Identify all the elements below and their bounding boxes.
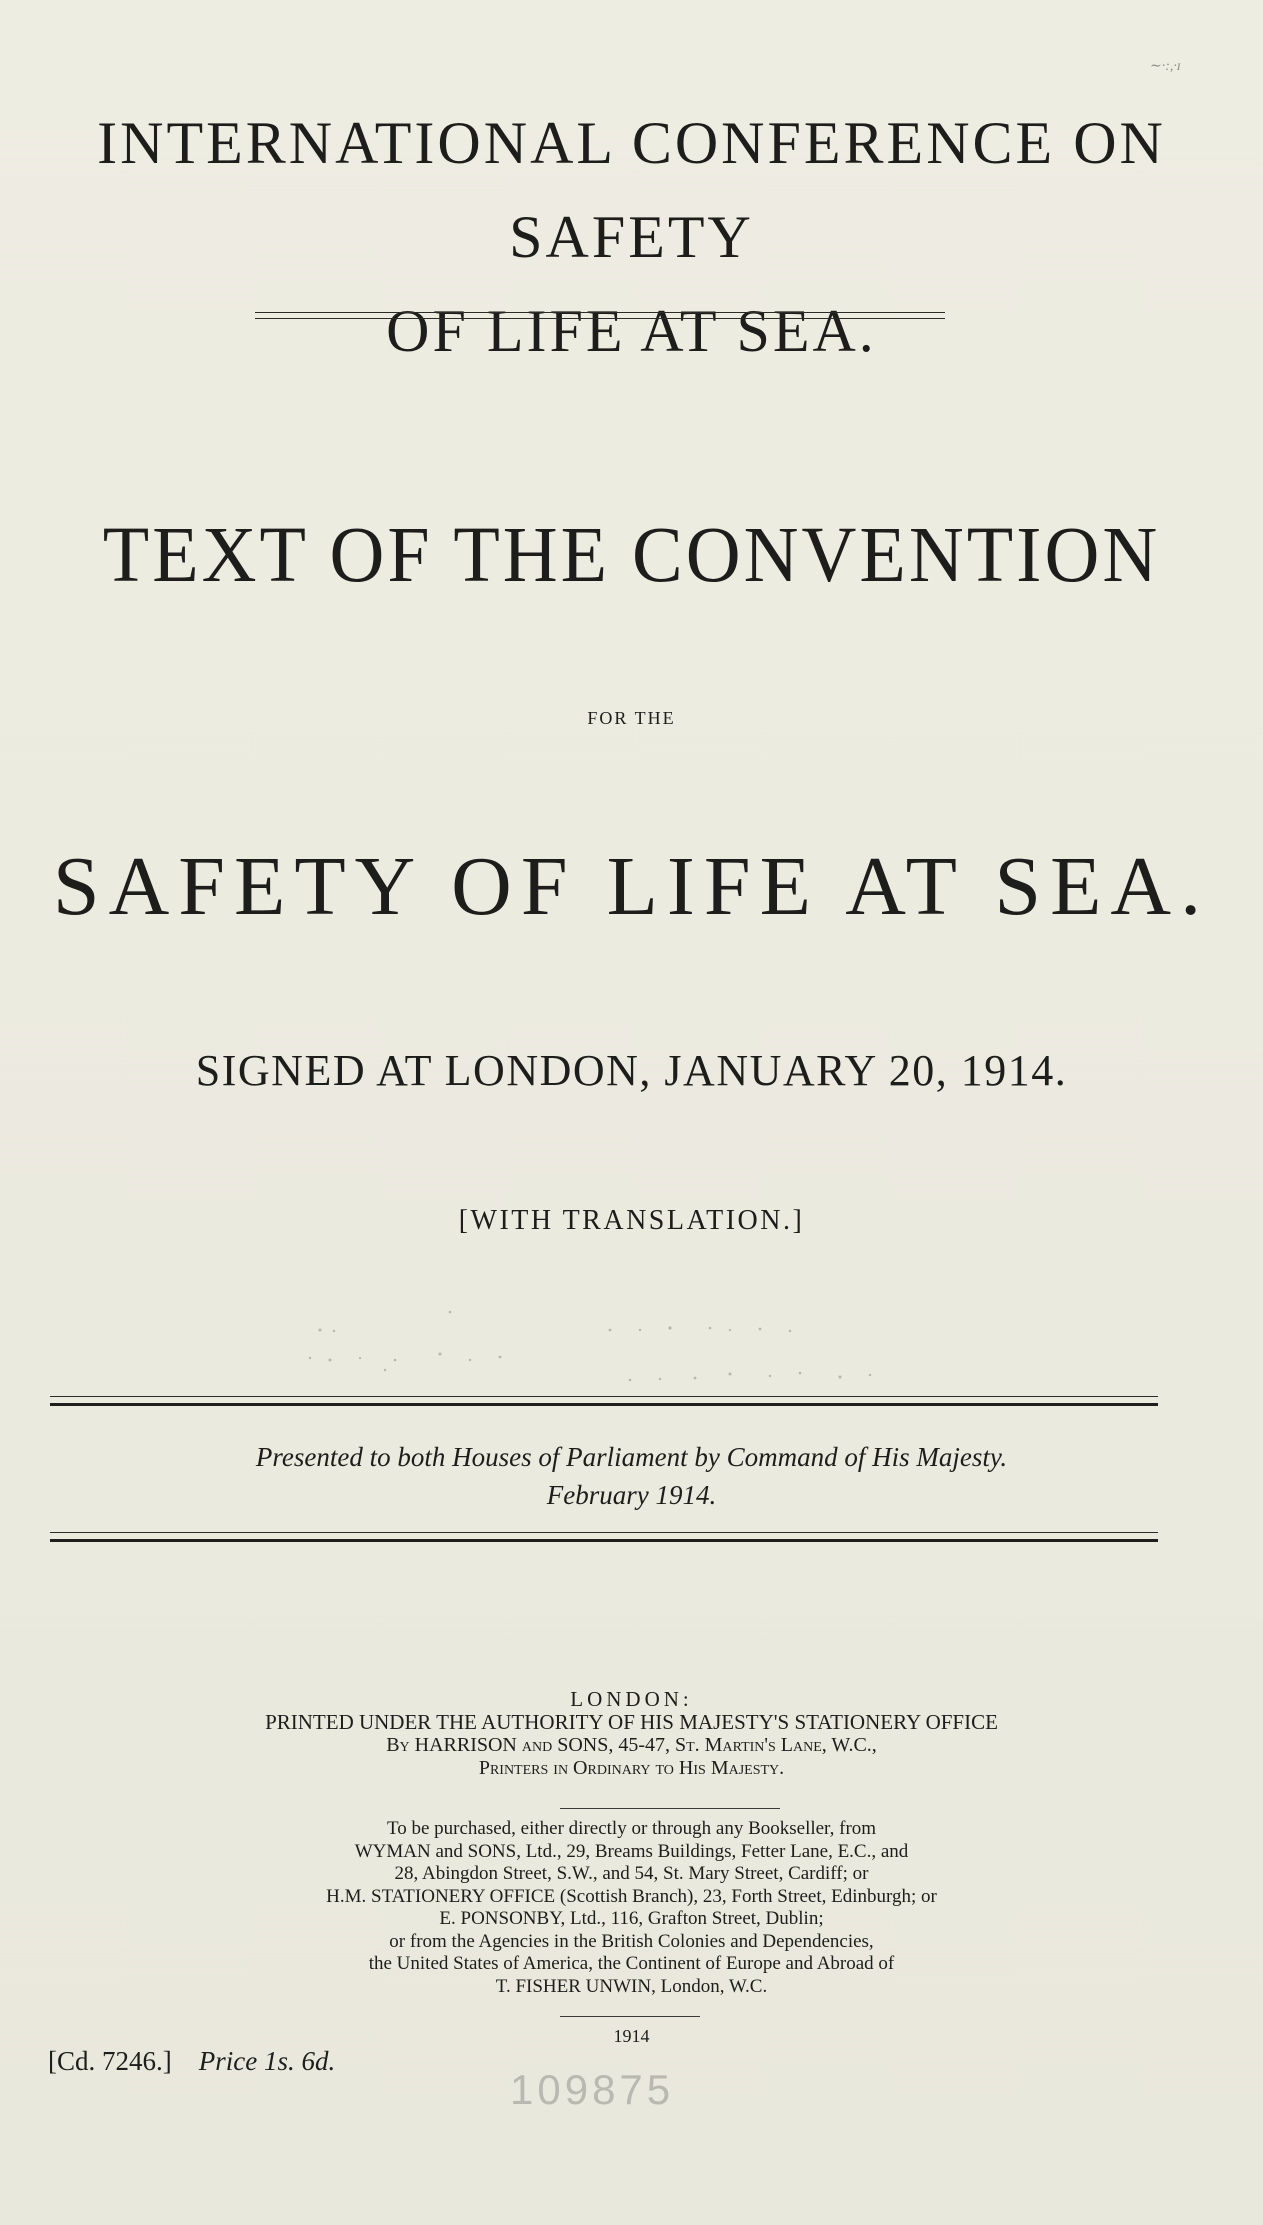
purchase-line4: H.M. STATIONERY OFFICE (Scottish Branch), 23, Forth Street, Edinburgh; or (326, 1885, 937, 1907)
imprint-divider (560, 1808, 780, 1809)
title-divider-rule (255, 312, 945, 319)
translation-note: [WITH TRANSLATION.] (458, 1205, 805, 1236)
signed-line: SIGNED AT LONDON, JANUARY 20, 1914. (195, 1046, 1068, 1095)
lower-double-rule (50, 1532, 1158, 1542)
printer-imprint (0, 1688, 1263, 1780)
purchase-line8: T. FISHER UNWIN, London, W.C. (495, 1975, 768, 1997)
imprint-authority: PRINTED UNDER THE AUTHORITY OF HIS MAJESTY'S STATIONERY OFFICE (265, 1710, 998, 1734)
purchase-line2: WYMAN and SONS, Ltd., 29, Breams Buildings, Fetter Lane, E.C., and (354, 1840, 909, 1862)
purchase-line1: To be purchased, either directly or through any Bookseller, from (386, 1818, 877, 1839)
purchase-line7: the United States of America, the Continent of Europe and Abroad of (368, 1953, 895, 1974)
library-stamp-number: 109875 (510, 2066, 675, 2113)
upper-double-rule (50, 1396, 1158, 1406)
presentation-date: February 1914. (546, 1480, 717, 1510)
document-title: TEXT OF THE CONVENTION (102, 510, 1161, 600)
year-divider (560, 2016, 700, 2017)
faded-text-specks (300, 1300, 940, 1390)
publication-year: 1914 (613, 2026, 650, 2046)
purchase-line5: E. PONSONBY, Ltd., 116, Grafton Street, Dublin; (439, 1908, 824, 1929)
price-label: Price 1s. 6d. (198, 2046, 336, 2076)
imprint-city: LONDON: (570, 1687, 693, 1711)
series-title-line1: INTERNATIONAL CONFERENCE ON SAFETY (97, 110, 1166, 270)
presentation-line1: Presented to both Houses of Parliament by Command of His Majesty. (255, 1442, 1008, 1472)
purchase-line6: or from the Agencies in the British Colonies and Dependencies, (389, 1930, 874, 1952)
purchase-line3: 28, Abingdon Street, S.W., and 54, St. Mary Street, Cardiff; or (394, 1863, 869, 1884)
series-title (0, 96, 1263, 378)
command-and-price (48, 2046, 335, 2077)
command-number: [Cd. 7246.] (48, 2046, 172, 2076)
imprint-printer-role: Printers in Ordinary to His Majesty. (478, 1757, 785, 1779)
series-title-line2: OF LIFE AT SEA. (386, 298, 877, 364)
presentation-statement (0, 1438, 1263, 1514)
main-title: SAFETY OF LIFE AT SEA. (52, 840, 1211, 933)
purchase-information (0, 1818, 1263, 1998)
imprint-printer: By HARRISON and SONS, 45-47, St. Martin's Lane, W.C., (386, 1734, 877, 1756)
corner-pencil-mark: ∼·:,·ɪ (1150, 59, 1181, 74)
for-the-label: FOR THE (587, 708, 676, 728)
